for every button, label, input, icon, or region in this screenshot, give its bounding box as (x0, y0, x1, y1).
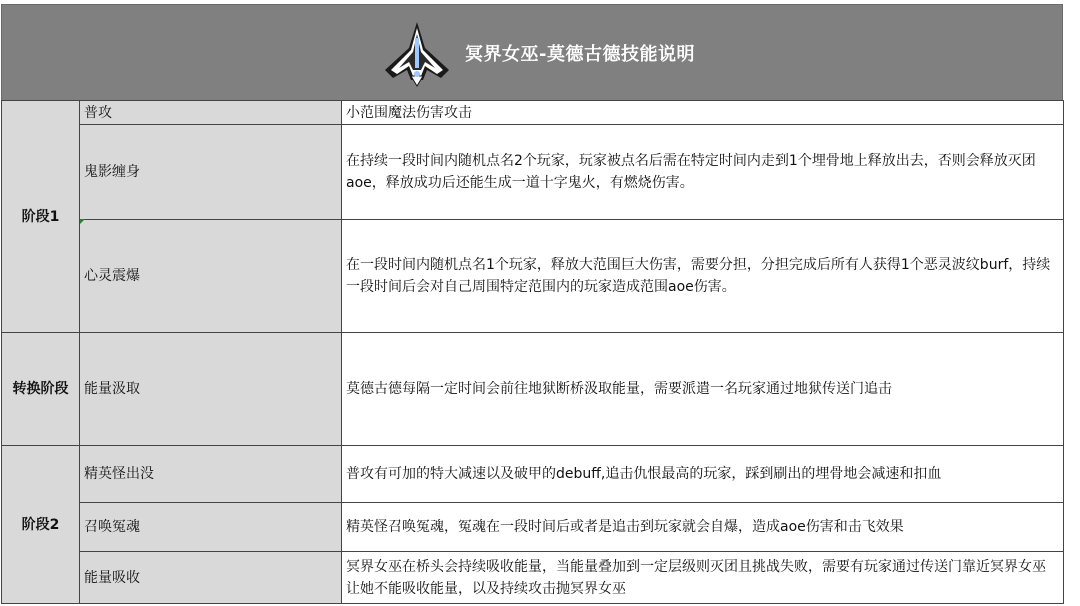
stage-label: 转换阶段 (2, 333, 80, 446)
skill-name: 召唤冤魂 (80, 503, 342, 552)
table-row (2, 125, 1064, 220)
table-row (2, 552, 1064, 604)
page-title: 冥界女巫-莫德古德技能说明 (465, 44, 695, 65)
skill-name: 心灵震爆 (80, 220, 342, 333)
skill-table (1, 100, 1064, 604)
skill-description: 在一段时间内随机点名1个玩家，释放大范围巨大伤害，需要分担，分担完成后所有人获得1个恶灵波纹burf，持续一段时间后会对自己周围特定范围内的玩家造成范围aoe伤害。 (342, 220, 1064, 333)
table-row (2, 503, 1064, 552)
spaceship-logo-icon (379, 18, 455, 88)
skill-name: 鬼影缠身 (80, 125, 342, 220)
skill-description: 冥界女巫在桥头会持续吸收能量，当能量叠加到一定层级则灭团且挑战失败，需要有玩家通过传送门靠近冥界女巫让她不能吸收能量，以及持续攻击抛冥界女巫 (342, 552, 1064, 604)
skill-name: 普攻 (80, 101, 342, 125)
skill-description: 莫德古德每隔一定时间会前往地狱断桥汲取能量，需要派遣一名玩家通过地狱传送门追击 (342, 333, 1064, 446)
skill-description: 小范围魔法伤害攻击 (342, 101, 1064, 125)
stage-label: 阶段2 (2, 446, 80, 604)
table-row (2, 446, 1064, 503)
skill-name: 精英怪出没 (80, 446, 342, 503)
stage-label: 阶段1 (2, 101, 80, 333)
skill-sheet (1, 0, 1063, 604)
header-banner (1, 4, 1063, 102)
table-row (2, 220, 1064, 333)
table-row (2, 101, 1064, 125)
cell-comment-marker (80, 219, 85, 224)
table-row (2, 333, 1064, 446)
skill-description: 普攻有可加的特大减速以及破甲的debuff,追击仇恨最高的玩家，踩到刷出的埋骨地会减速和扣血 (342, 446, 1064, 503)
skill-name: 能量吸收 (80, 552, 342, 604)
skill-name: 能量汲取 (80, 333, 342, 446)
skill-description: 精英怪召唤冤魂，冤魂在一段时间后或者是追击到玩家就会自爆，造成aoe伤害和击飞效果 (342, 503, 1064, 552)
skill-description: 在持续一段时间内随机点名2个玩家，玩家被点名后需在特定时间内走到1个埋骨地上释放出去，否则会释放灭团aoe，释放成功后还能生成一道十字鬼火，有燃烧伤害。 (342, 125, 1064, 220)
